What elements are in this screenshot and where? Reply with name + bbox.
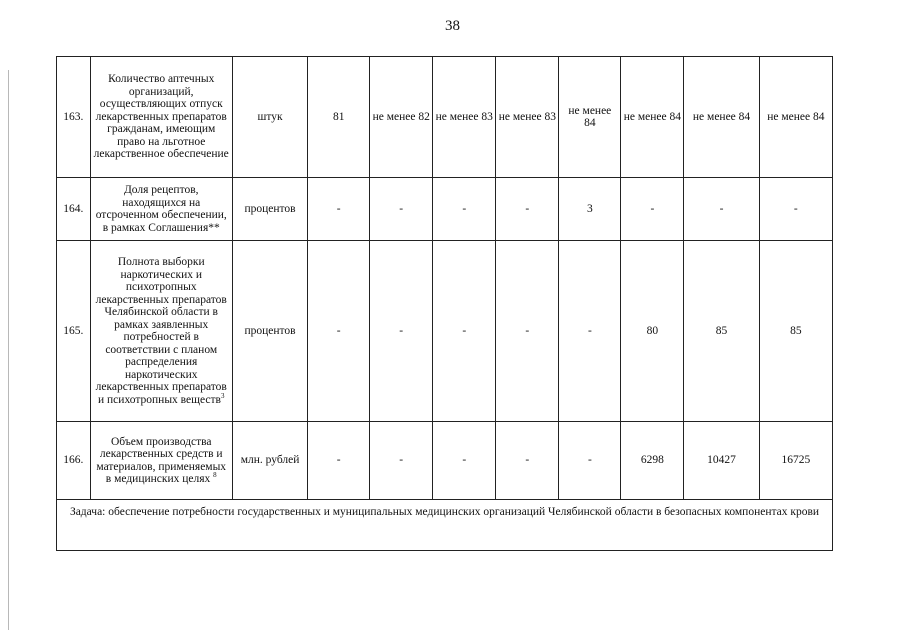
table-row (57, 178, 833, 241)
value-cell: - (433, 422, 496, 500)
value-cell: 85 (684, 241, 759, 422)
value-cell: - (370, 422, 433, 500)
value-cell: - (433, 241, 496, 422)
value-cell: - (496, 422, 559, 500)
value-cell: - (308, 422, 370, 500)
row-number: 166. (57, 422, 91, 500)
indicator-name-cell (90, 241, 232, 422)
value-cell: не менее 84 (684, 57, 759, 178)
value-cell: 3 (559, 178, 621, 241)
value-cell: - (684, 178, 759, 241)
page-margin-rule (8, 70, 9, 630)
value-cell: 6298 (621, 422, 684, 500)
indicator-name: Объем производства лекарственных средств и материалов, применяемых в медицинских целях (96, 435, 227, 485)
unit-cell: штук (232, 57, 307, 178)
value-cell: 10427 (684, 422, 759, 500)
value-cell: - (559, 241, 621, 422)
value-cell: не менее 82 (370, 57, 433, 178)
indicator-name: Количество аптечных организаций, осуществляющих отпуск лекарственных препаратов гражданам, имеющим право на льготное лекарственное обеспечение (90, 57, 232, 178)
indicator-name-cell (90, 422, 232, 500)
row-number: 165. (57, 241, 91, 422)
value-cell: 81 (308, 57, 370, 178)
value-cell: 16725 (759, 422, 832, 500)
value-cell: - (496, 178, 559, 241)
indicator-name: Полнота выборки наркотических и психотропных лекарственных препаратов Челябинской области в рамках заявленных потребностей в соответствии с планом распределения наркотических лекарственных препаратов и психотропных веществ (95, 256, 227, 406)
value-cell: не менее 84 (759, 57, 832, 178)
page-number: 38 (445, 18, 460, 34)
table-row (57, 57, 833, 178)
value-cell: не менее 84 (621, 57, 684, 178)
task-text: Задача: обеспечение потребности государственных и муниципальных медицинских организаций Челябинской области в безопасных компонентах крови (57, 500, 833, 551)
value-cell: не менее 84 (559, 57, 621, 178)
value-cell: 80 (621, 241, 684, 422)
indicators-table (56, 56, 833, 551)
value-cell: - (370, 178, 433, 241)
row-number: 164. (57, 178, 91, 241)
value-cell: 85 (759, 241, 832, 422)
footnote-marker: 8 (213, 471, 217, 480)
value-cell: - (308, 178, 370, 241)
footnote-marker: 3 (220, 391, 225, 400)
value-cell: - (496, 241, 559, 422)
row-number: 163. (57, 57, 91, 178)
value-cell: - (759, 178, 832, 241)
value-cell: не менее 83 (433, 57, 496, 178)
value-cell: не менее 83 (496, 57, 559, 178)
value-cell: - (559, 422, 621, 500)
value-cell: - (308, 241, 370, 422)
table-row (57, 422, 833, 500)
value-cell: - (433, 178, 496, 241)
value-cell: - (621, 178, 684, 241)
value-cell: - (370, 241, 433, 422)
unit-cell: процентов (232, 241, 307, 422)
unit-cell: млн. рублей (232, 422, 307, 500)
unit-cell: процентов (232, 178, 307, 241)
task-row (57, 500, 833, 551)
indicator-name: Доля рецептов, находящихся на отсроченном обеспечении, в рамках Соглашения** (90, 178, 232, 241)
table-row (57, 241, 833, 422)
